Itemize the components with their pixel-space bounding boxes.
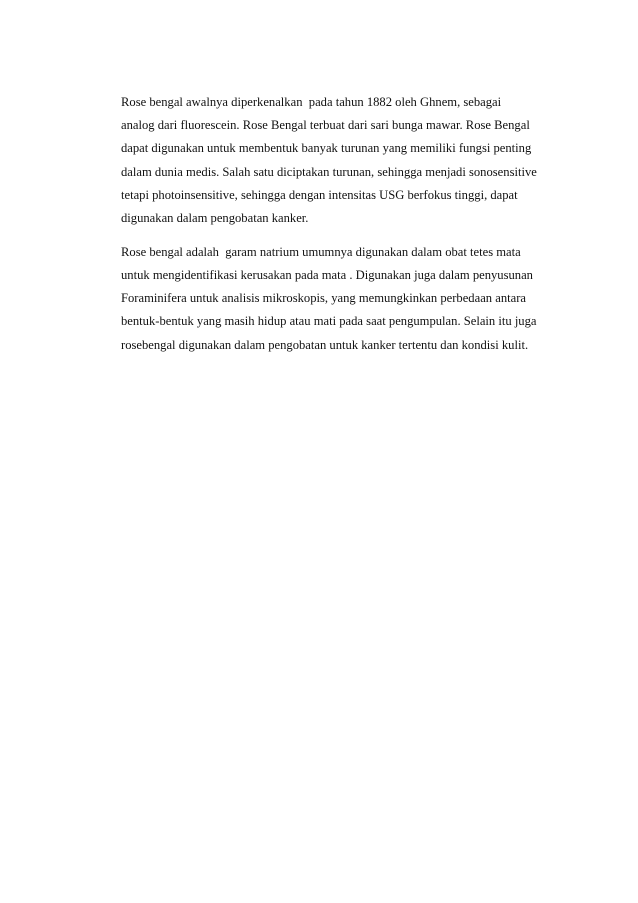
text-line: Rose bengal awalnya diperkenalkan pada tahun 1882 oleh Ghnem, sebagai: [121, 95, 502, 109]
text-line: tetapi photoinsensitive, sehingga dengan intensitas USG berfokus tinggi, dapat: [121, 187, 518, 202]
text-line: dalam dunia medis. Salah satu diciptakan turunan, sehingga menjadi sonosensitive: [121, 164, 537, 179]
text-line: Rose bengal adalah garam natrium umumnya digunakan dalam obat tetes mata: [121, 244, 521, 259]
text-line: digunakan dalam pengobatan kanker.: [121, 211, 309, 226]
paragraph-rose-bengal-uses: [121, 241, 561, 357]
text-line: dapat digunakan untuk membentuk banyak turunan yang memiliki fungsi penting: [121, 141, 532, 156]
text-line: analog dari fluorescein. Rose Bengal terbuat dari sari bunga mawar. Rose Bengal: [121, 118, 530, 133]
text-line: untuk mengidentifikasi kerusakan pada mata . Digunakan juga dalam penyusunan: [121, 267, 533, 282]
text-line: bentuk-bentuk yang masih hidup atau mati pada saat pengumpulan. Selain itu juga: [121, 314, 537, 329]
text-line: Foraminifera untuk analisis mikroskopis, yang memungkinkan perbedaan antara: [121, 291, 526, 306]
document-body: [121, 91, 561, 357]
text-line: rosebengal digunakan dalam pengobatan untuk kanker tertentu dan kondisi kulit.: [121, 337, 529, 352]
paragraph-rose-bengal-history: [121, 91, 561, 230]
